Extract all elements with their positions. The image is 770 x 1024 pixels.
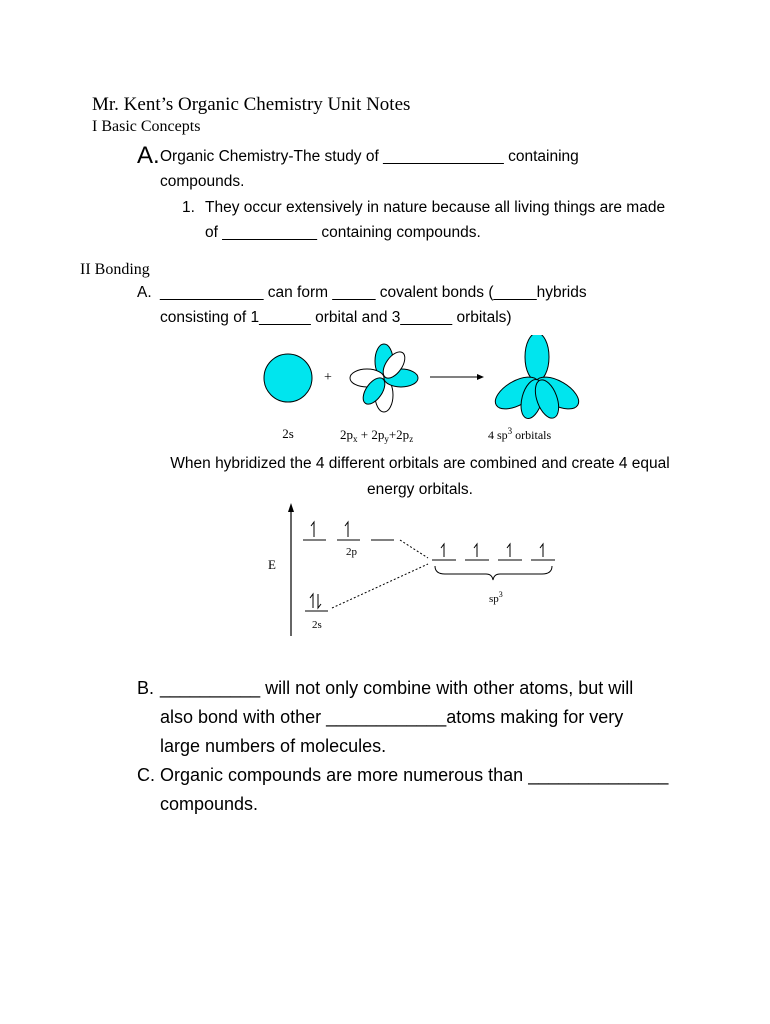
list-item-line: ____________ can form _____ covalent bonds (_____hybrids: [160, 284, 587, 301]
list-marker: 1.: [182, 199, 195, 216]
hybridization-note: When hybridized the 4 different orbitals are combined and create 4 equal energy orbitals.: [170, 455, 670, 498]
orbital-hybridization-diagram: [255, 335, 585, 447]
list-marker: A.: [137, 142, 160, 169]
label-2p: $2p_x + 2p_y+2p_z$: [340, 427, 414, 444]
list-item-line: also bond with other ____________atoms making for very: [160, 707, 624, 727]
plus-sign: +: [324, 370, 332, 385]
list-item-line: of ___________ containing compounds.: [205, 224, 481, 241]
list-marker: C.: [137, 765, 155, 785]
definition-line: Organic Chemistry-The study of ______________ containing: [160, 148, 579, 165]
energy-axis-label: E: [268, 557, 276, 572]
label-2s-level: 2s: [312, 619, 322, 631]
page-title: Mr. Kent’s Organic Chemistry Unit Notes: [92, 94, 411, 115]
label-2p-level: 2p: [346, 546, 357, 558]
section-heading-basic-concepts: I Basic Concepts: [92, 118, 201, 135]
list-item-line: large numbers of molecules.: [160, 736, 387, 756]
list-item-line: consisting of 1______ orbital and 3______ orbitals): [160, 309, 512, 326]
label-sp3-orbitals: 4 $sp^3$ orbitals: [488, 426, 552, 442]
list-item-line: compounds.: [160, 794, 259, 814]
p-orbitals-shape: [350, 344, 418, 412]
level-sp3: [432, 544, 555, 580]
definition-line: compounds.: [160, 173, 245, 190]
s-orbital-sphere: [264, 354, 312, 402]
sp3-orbitals-shape: [490, 335, 584, 421]
list-item-line: __________ will not only combine with other atoms, but will: [160, 678, 634, 698]
section-heading-bonding: II Bonding: [80, 261, 150, 278]
list-item-line: They occur extensively in nature because all living things are made: [205, 199, 666, 216]
list-marker: B.: [137, 678, 155, 698]
label-sp3-level: $sp^3$: [489, 590, 503, 605]
label-2s: 2s: [282, 426, 294, 441]
level-2s: [305, 594, 328, 611]
energy-level-diagram: [260, 500, 580, 640]
level-2p: [303, 522, 394, 540]
list-marker: A.: [137, 284, 152, 301]
list-item-line: Organic compounds are more numerous than ______________: [160, 765, 669, 785]
reaction-arrow: [430, 374, 484, 380]
